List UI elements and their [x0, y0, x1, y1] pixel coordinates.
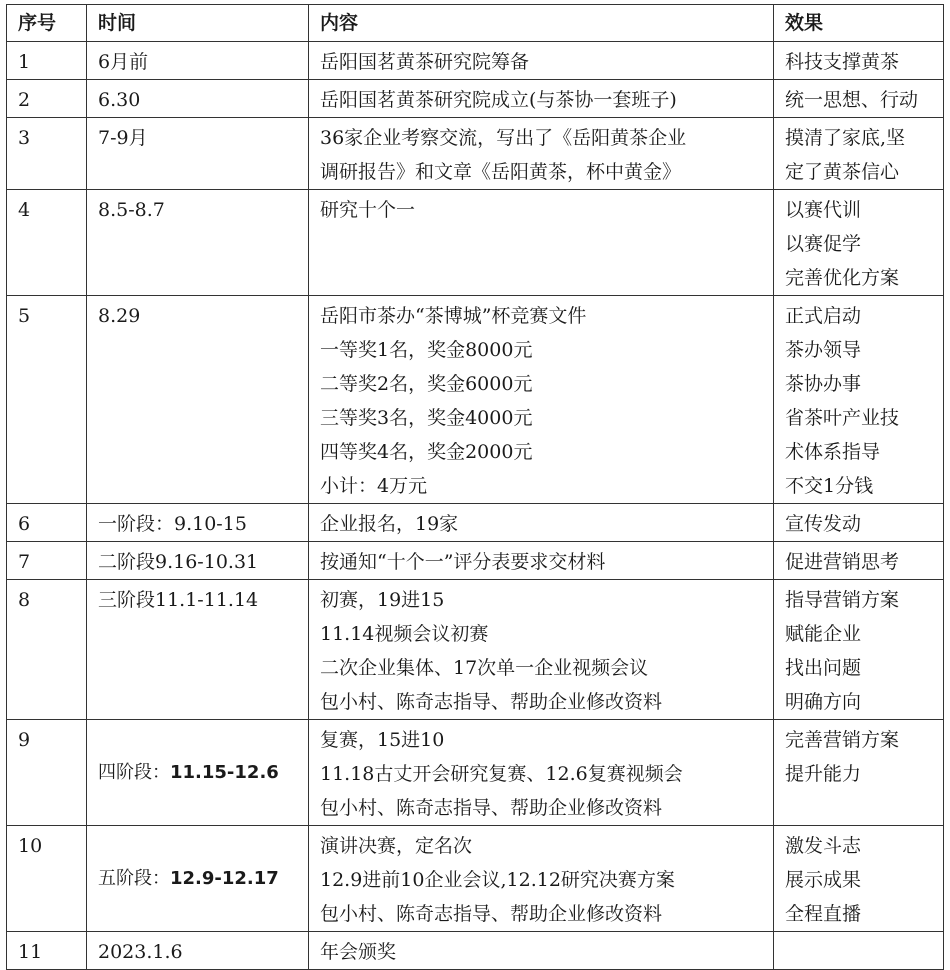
content-line: 企业报名，19家	[320, 513, 459, 535]
effect-line: 省茶叶产业技	[785, 407, 900, 429]
header-effect: 效果	[774, 5, 944, 42]
table-row	[7, 720, 944, 826]
table-row	[7, 118, 944, 190]
row-effect	[774, 118, 944, 190]
effect-line: 不交1分钱	[785, 475, 874, 497]
effect-line: 正式启动	[785, 305, 862, 327]
content-line: 包小村、陈奇志指导、帮助企业修改资料	[320, 903, 663, 925]
content-line: 四等奖4名，奖金2000元	[320, 441, 533, 463]
row-time: 8.5-8.7	[87, 190, 309, 296]
phase-label: 五阶段：	[98, 868, 170, 889]
effect-line: 完善优化方案	[785, 267, 900, 289]
row-time: 8.29	[87, 296, 309, 504]
row-no: 3	[7, 118, 87, 190]
table-row	[7, 826, 944, 932]
effect-line: 展示成果	[785, 869, 862, 891]
effect-line: 赋能企业	[785, 623, 862, 645]
content-line: 小计：4万元	[320, 475, 428, 497]
row-time: 7-9月	[87, 118, 309, 190]
row-content	[309, 80, 774, 118]
row-effect	[774, 504, 944, 542]
content-line: 11.18古丈开会研究复赛、12.6复赛视频会	[320, 763, 683, 785]
header-time: 时间	[87, 5, 309, 42]
row-time	[87, 720, 309, 826]
row-no: 9	[7, 720, 87, 826]
content-line: 演讲决赛，定名次	[320, 835, 473, 857]
row-time: 一阶段：9.10-15	[87, 504, 309, 542]
table-row	[7, 542, 944, 580]
row-content	[309, 826, 774, 932]
effect-line: 定了黄茶信心	[785, 161, 900, 183]
effect-line: 完善营销方案	[785, 729, 900, 751]
content-line: 按通知“十个一”评分表要求交材料	[320, 551, 606, 573]
row-effect	[774, 720, 944, 826]
row-no: 1	[7, 42, 87, 80]
phase-label: 四阶段：	[98, 762, 170, 783]
content-line: 三等奖3名，奖金4000元	[320, 407, 533, 429]
effect-line: 提升能力	[785, 763, 862, 785]
schedule-table	[6, 4, 944, 970]
content-line: 二等奖2名，奖金6000元	[320, 373, 533, 395]
row-content	[309, 504, 774, 542]
content-line: 岳阳国茗黄茶研究院筹备	[320, 51, 530, 73]
row-time: 6.30	[87, 80, 309, 118]
row-effect	[774, 826, 944, 932]
row-no: 6	[7, 504, 87, 542]
table-row	[7, 80, 944, 118]
content-line: 初赛，19进15	[320, 589, 445, 611]
effect-line: 指导营销方案	[785, 589, 900, 611]
row-no: 8	[7, 580, 87, 720]
content-line: 二次企业集体、17次单一企业视频会议	[320, 657, 649, 679]
row-time: 二阶段9.16-10.31	[87, 542, 309, 580]
row-effect	[774, 932, 944, 970]
effect-line: 摸清了家底,坚	[785, 127, 906, 149]
content-line: 一等奖1名，奖金8000元	[320, 339, 533, 361]
effect-line: 统一思想、行动	[785, 89, 919, 111]
header-content: 内容	[309, 5, 774, 42]
effect-line: 激发斗志	[785, 835, 862, 857]
row-content	[309, 542, 774, 580]
row-effect	[774, 542, 944, 580]
header-no: 序号	[7, 5, 87, 42]
table-row	[7, 504, 944, 542]
row-no: 11	[7, 932, 87, 970]
row-time: 6月前	[87, 42, 309, 80]
effect-line: 术体系指导	[785, 441, 881, 463]
content-line: 12.9进前10企业会议,12.12研究决赛方案	[320, 869, 675, 891]
table-row	[7, 580, 944, 720]
effect-line: 全程直播	[785, 903, 862, 925]
row-time: 三阶段11.1-11.14	[87, 580, 309, 720]
row-time	[87, 826, 309, 932]
phase-range: 11.15-12.6	[170, 762, 279, 783]
effect-line: 宣传发动	[785, 513, 862, 535]
effect-line: 茶协办事	[785, 373, 862, 395]
effect-line: 科技支撑黄茶	[785, 51, 900, 73]
table-row	[7, 296, 944, 504]
row-content	[309, 190, 774, 296]
row-time: 2023.1.6	[87, 932, 309, 970]
effect-line: 找出问题	[785, 657, 862, 679]
row-content	[309, 932, 774, 970]
effect-line: 促进营销思考	[785, 551, 900, 573]
content-line: 36家企业考察交流，写出了《岳阳黄茶企业	[320, 127, 687, 149]
row-effect	[774, 80, 944, 118]
content-line: 年会颁奖	[320, 941, 397, 963]
row-content	[309, 580, 774, 720]
content-line: 包小村、陈奇志指导、帮助企业修改资料	[320, 797, 663, 819]
row-no: 5	[7, 296, 87, 504]
effect-line: 茶办领导	[785, 339, 862, 361]
row-effect	[774, 190, 944, 296]
row-effect	[774, 580, 944, 720]
effect-line: 以赛代训	[785, 199, 862, 221]
table-row	[7, 190, 944, 296]
row-content	[309, 296, 774, 504]
row-no: 2	[7, 80, 87, 118]
table-row	[7, 42, 944, 80]
content-line: 11.14视频会议初赛	[320, 623, 489, 645]
content-line: 岳阳市茶办“茶博城”杯竞赛文件	[320, 305, 587, 327]
table-row	[7, 932, 944, 970]
phase-time	[98, 868, 279, 889]
row-no: 4	[7, 190, 87, 296]
row-effect	[774, 296, 944, 504]
row-content	[309, 42, 774, 80]
row-no: 10	[7, 826, 87, 932]
row-content	[309, 118, 774, 190]
content-line: 岳阳国茗黄茶研究院成立(与茶协一套班子)	[320, 89, 677, 111]
row-no: 7	[7, 542, 87, 580]
phase-time	[98, 762, 279, 783]
content-line: 研究十个一	[320, 199, 416, 221]
content-line: 调研报告》和文章《岳阳黄茶，杯中黄金》	[320, 161, 682, 183]
phase-range: 12.9-12.17	[170, 868, 279, 889]
row-effect	[774, 42, 944, 80]
effect-line: 明确方向	[785, 691, 862, 713]
row-content	[309, 720, 774, 826]
header-row	[7, 5, 944, 42]
effect-line: 以赛促学	[785, 233, 862, 255]
content-line: 复赛，15进10	[320, 729, 445, 751]
content-line: 包小村、陈奇志指导、帮助企业修改资料	[320, 691, 663, 713]
